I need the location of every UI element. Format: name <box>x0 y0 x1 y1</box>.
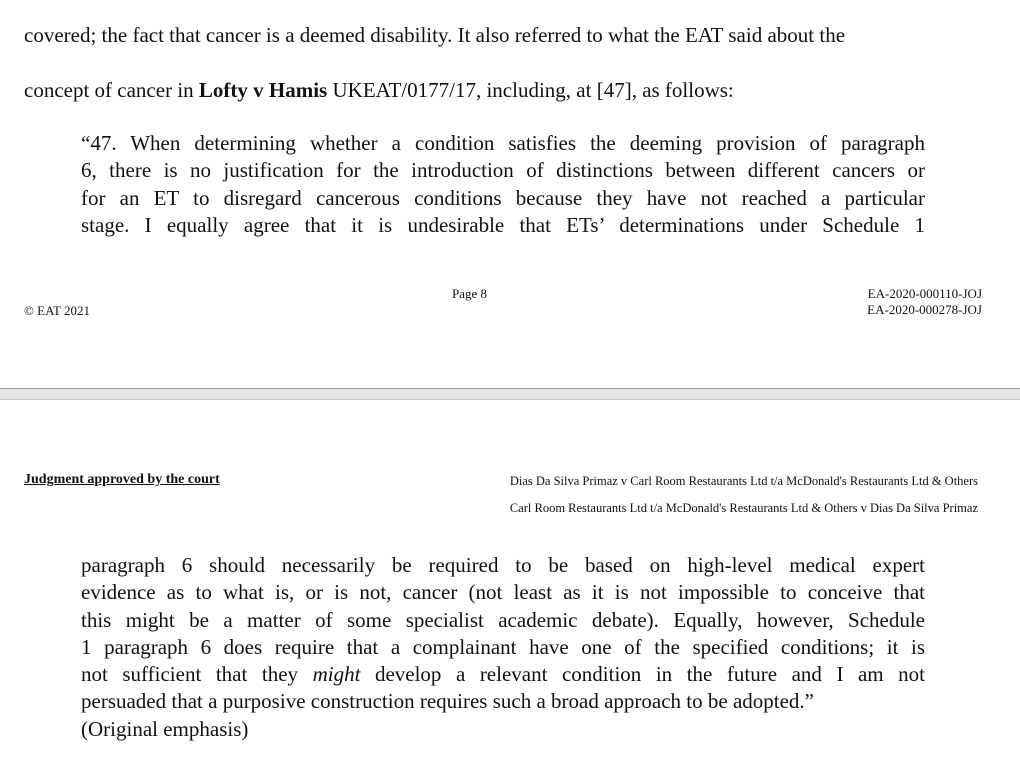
judgment-approved-heading: Judgment approved by the court <box>24 472 220 487</box>
quote-line: “47. When determining whether a condition satisfies the deeming provision of paragraph <box>81 131 925 155</box>
running-header-title-2: Carl Room Restaurants Ltd t/a McDonald's Restaurants Ltd & Others v Dias Da Silva Primaz <box>509 501 978 515</box>
quote-line: 1 paragraph 6 does require that a complainant have one of the specified conditions; it is <box>81 634 925 659</box>
footer-copyright: © EAT 2021 <box>24 303 90 318</box>
quote-line: evidence as to what is, or is not, cancer (not least as it is not impossible to conceive that <box>81 580 925 605</box>
quote-line <box>81 661 925 688</box>
emphasis: might <box>312 662 361 687</box>
text-run: not sufficient that they <box>81 662 313 687</box>
footer-page-number: Page 8 <box>452 286 488 301</box>
quote-line: for an ET to disregard cancerous conditions because they have not reached a particular <box>81 185 925 210</box>
text-run: develop a relevant condition in the future and I am not <box>360 662 925 687</box>
block-quote-continued <box>81 552 925 743</box>
quote-line: paragraph 6 should necessarily be required to be based on high-level medical expert <box>81 553 925 577</box>
quote-line: (Original emphasis) <box>81 716 249 741</box>
footer-case-ref-1: EA-2020-000110-JOJ <box>867 286 982 301</box>
paragraph-line <box>24 78 734 102</box>
page-break-separator <box>0 388 1020 400</box>
quote-line: persuaded that a purposive construction requires such a broad approach to be adopted.” <box>81 689 814 714</box>
quote-line: 6, there is no justification for the introduction of distinctions between different cancers or <box>81 158 925 183</box>
text-run: UKEAT/0177/17, including, at [47], as follows: <box>327 78 734 102</box>
case-name: Lofty v Hamis <box>198 78 328 102</box>
running-header-title-1: Dias Da Silva Primaz v Carl Room Restaurants Ltd t/a McDonald's Restaurants Ltd & Others <box>509 474 978 488</box>
footer-case-ref-2: EA-2020-000278-JOJ <box>867 302 982 317</box>
block-quote <box>81 130 925 239</box>
quote-line: this might be a matter of some specialist academic debate). Equally, however, Schedule <box>81 607 925 632</box>
paragraph-line: covered; the fact that cancer is a deemed disability. It also referred to what the EAT said about the <box>24 23 846 47</box>
text-run: concept of cancer in <box>24 78 199 102</box>
quote-line: stage. I equally agree that it is undesirable that ETs’ determinations under Schedule 1 <box>81 212 925 237</box>
